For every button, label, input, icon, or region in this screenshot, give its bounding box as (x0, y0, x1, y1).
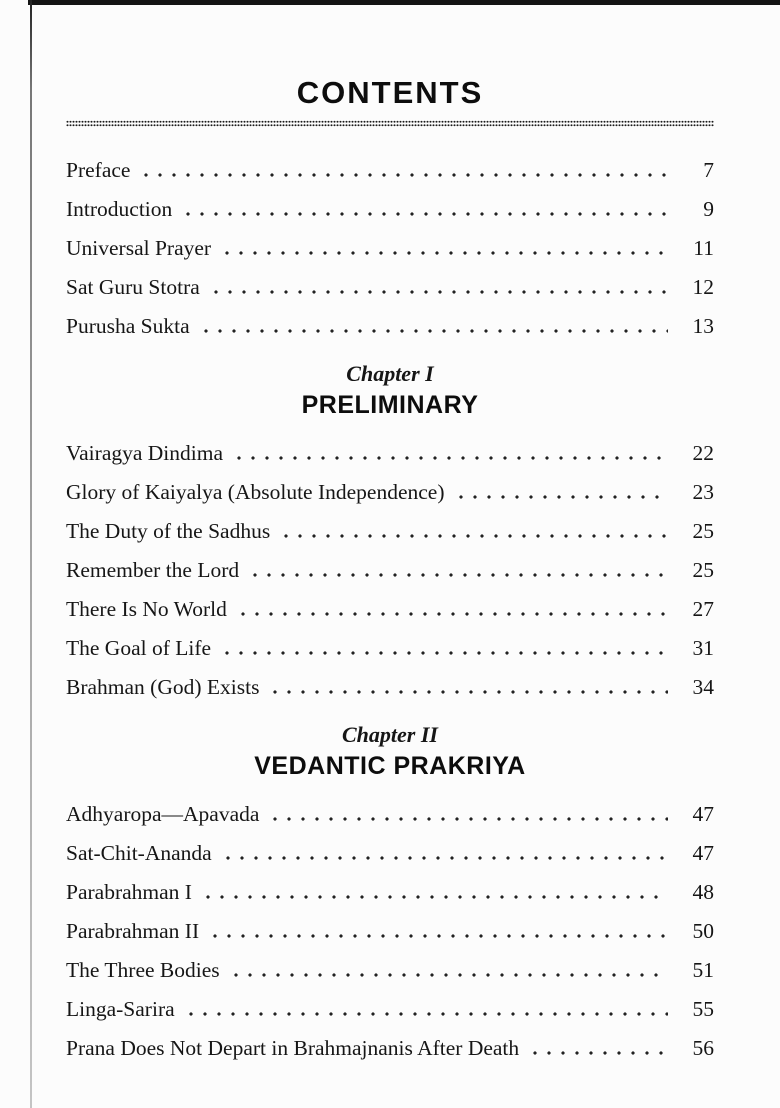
chapter-title: VEDANTIC PRAKRIYA (254, 752, 526, 780)
toc-entry-page: 56 (692, 1036, 714, 1060)
toc-entry-page: 9 (703, 197, 714, 221)
toc-entry-label: Linga-Sarira (66, 997, 175, 1021)
dot-leader (268, 817, 668, 821)
dot-leader (248, 573, 668, 577)
toc-entry-label: Parabrahman II (66, 919, 200, 943)
toc-entry-page: 25 (692, 558, 714, 582)
toc-entry-label: Prana Does Not Depart in Brahmajnanis After Death (66, 1036, 520, 1060)
dot-leader (220, 251, 668, 255)
toc-entry-label: Glory of Kaiyalya (Absolute Independence) (66, 480, 445, 504)
front-matter-list (66, 151, 714, 346)
toc-entry-page: 23 (692, 480, 714, 504)
dot-leader (208, 934, 668, 938)
toc-entry (66, 512, 714, 551)
toc-entry (66, 590, 714, 629)
toc-entry (66, 268, 714, 307)
toc-entry (66, 151, 714, 190)
chapter-entries-list (66, 795, 714, 1068)
dot-leader (181, 212, 668, 216)
toc-entry (66, 834, 714, 873)
toc-entry-label: Remember the Lord (66, 558, 240, 582)
dot-leader (220, 651, 668, 655)
toc-entry (66, 229, 714, 268)
toc-entry-page: 7 (703, 158, 714, 182)
toc-entry-label: Sat-Chit-Ananda (66, 841, 212, 865)
dot-leader (139, 173, 668, 177)
toc-entry (66, 434, 714, 473)
dot-leader (232, 456, 668, 460)
toc-entry (66, 307, 714, 346)
toc-entry-page: 25 (692, 519, 714, 543)
toc-entry-page: 27 (692, 597, 714, 621)
dot-leader (209, 290, 668, 294)
toc-entry (66, 629, 714, 668)
toc-entry-label: Sat Guru Stotra (66, 275, 200, 299)
dot-leader (201, 895, 668, 899)
chapter-section (66, 721, 714, 1068)
dot-leader (454, 495, 669, 499)
toc-entry-page: 31 (692, 636, 714, 660)
chapter-entries-list (66, 434, 714, 707)
dot-leader (236, 612, 668, 616)
toc-entry (66, 990, 714, 1029)
toc-entry (66, 912, 714, 951)
toc-entry-label: Adhyaropa—Apavada (66, 802, 260, 826)
toc-entry-label: The Three Bodies (66, 958, 220, 982)
dot-leader (528, 1051, 668, 1055)
chapter-label: Chapter I (346, 361, 434, 386)
toc-entry (66, 795, 714, 834)
toc-entry-page: 51 (692, 958, 714, 982)
toc-entry-page: 22 (692, 441, 714, 465)
toc-entry (66, 873, 714, 912)
dot-leader (279, 534, 668, 538)
dot-leader (199, 329, 668, 333)
toc-entry-label: Brahman (God) Exists (66, 675, 260, 699)
dot-leader (229, 973, 668, 977)
toc-entry-page: 11 (693, 236, 714, 260)
toc-entry-label: Universal Prayer (66, 236, 212, 260)
toc-entry-label: There Is No World (66, 597, 227, 621)
toc-entry (66, 473, 714, 512)
toc-entry-page: 47 (692, 841, 714, 865)
toc-entry-label: Parabrahman I (66, 880, 192, 904)
dot-leader (221, 856, 668, 860)
toc-entry (66, 551, 714, 590)
dot-leader (268, 690, 668, 694)
toc-entry-page: 13 (692, 314, 714, 338)
toc-entry-label: Purusha Sukta (66, 314, 190, 338)
toc-entry-page: 55 (692, 997, 714, 1021)
toc-entry-label: The Duty of the Sadhus (66, 519, 271, 543)
toc-entry-page: 12 (692, 275, 714, 299)
toc-entry-label: Introduction (66, 197, 173, 221)
toc-entry (66, 1029, 714, 1068)
page-title: CONTENTS (296, 75, 484, 110)
toc-entry-page: 50 (692, 919, 714, 943)
chapter-sections (66, 360, 714, 1068)
toc-entry-page: 47 (692, 802, 714, 826)
toc-entry-label: Vairagya Dindima (66, 441, 224, 465)
chapter-label: Chapter II (342, 722, 438, 747)
chapter-section (66, 360, 714, 707)
title-rule (66, 120, 714, 127)
dot-leader (184, 1012, 668, 1016)
toc-entry-page: 48 (692, 880, 714, 904)
toc-entry-label: The Goal of Life (66, 636, 212, 660)
chapter-title: PRELIMINARY (301, 391, 479, 419)
toc-entry (66, 951, 714, 990)
toc-entry (66, 668, 714, 707)
toc-entry (66, 190, 714, 229)
toc-entry-label: Preface (66, 158, 131, 182)
toc-entry-page: 34 (692, 675, 714, 699)
